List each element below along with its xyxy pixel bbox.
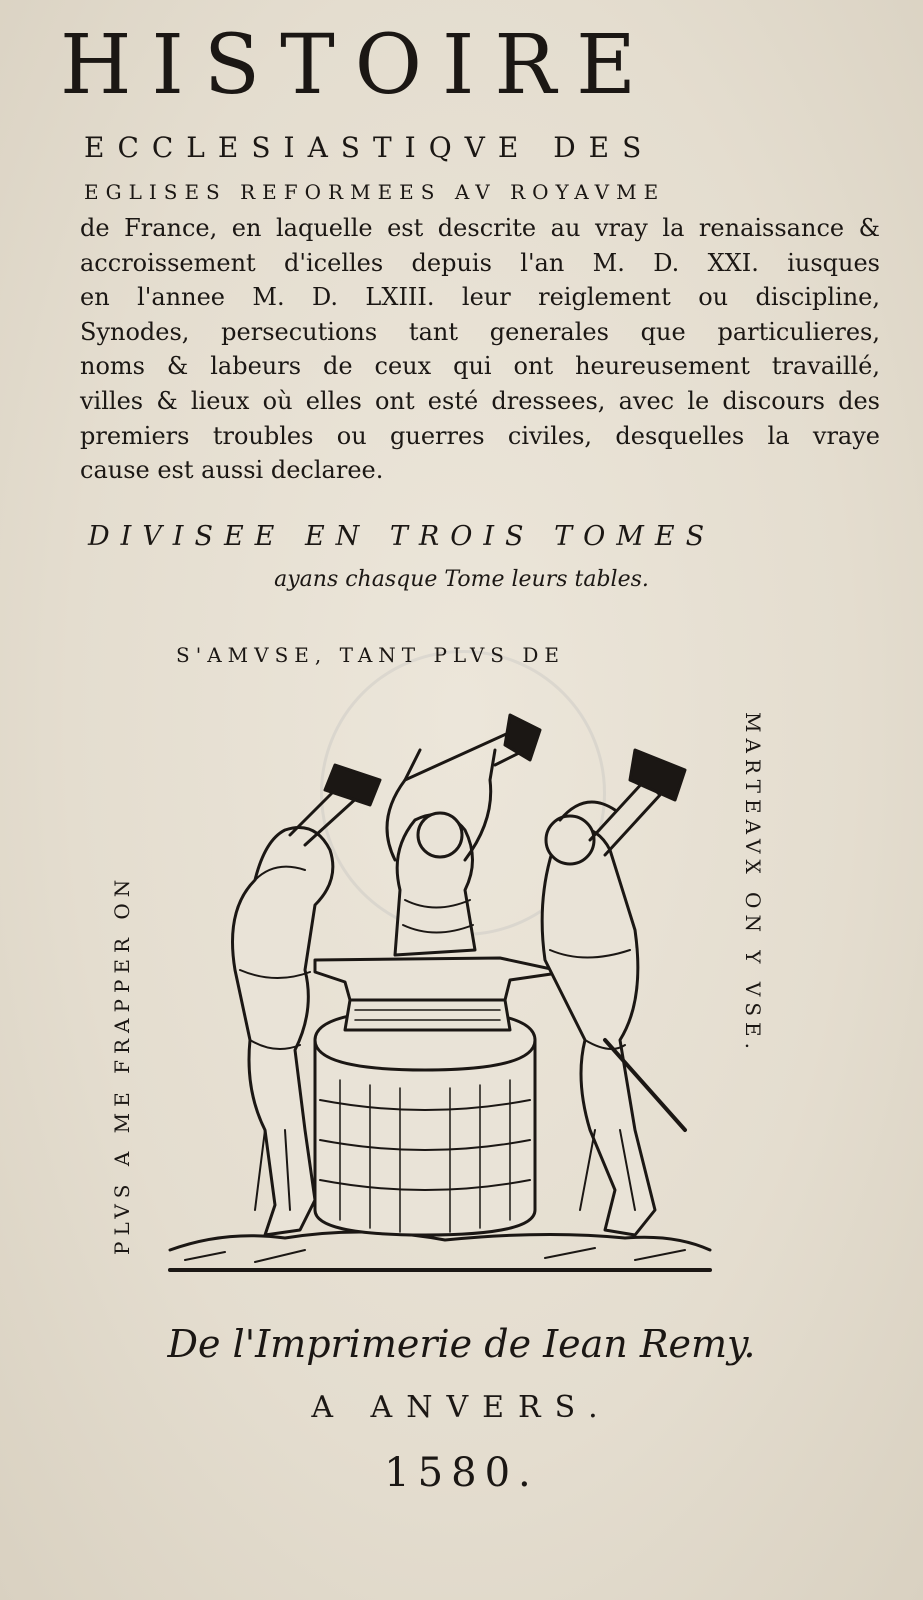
description-line: noms & labeurs de ceux qui ont heureusement travaillé, <box>80 352 880 381</box>
division-note: ayans chasque Tome leurs tables. <box>274 567 649 592</box>
description-line: de France, en laquelle est descrite au vray la renaissance & <box>80 214 880 242</box>
book-title: HISTOIRE <box>60 18 656 113</box>
description-line: en l'annee M. D. LXIII. leur reiglement ou discipline, <box>80 283 880 312</box>
subtitle-line-1: ECCLESIASTIQVE DES <box>84 131 655 164</box>
description-line: villes & lieux où elles ont esté dressees, avec le discours des <box>80 386 880 415</box>
description-line: premiers troubles ou guerres civiles, desquelles la vraye <box>80 421 880 450</box>
description-line: cause est aussi declaree. <box>80 456 384 485</box>
motto-left: PLVS A ME FRAPPER ON <box>110 873 134 1255</box>
description-block <box>80 211 880 488</box>
subtitle-line-2: EGLISES REFORMEES AV ROYAVME <box>84 180 666 204</box>
description-line: Synodes, persecutions tant generales que particulieres, <box>80 317 880 346</box>
publication-year: 1580. <box>384 1450 539 1496</box>
description-line: accroissement d'icelles depuis l'an M. D. XXI. iusques <box>80 248 880 277</box>
motto-top: S'AMVSE, TANT PLVS DE <box>176 643 565 667</box>
printer-line: De l'Imprimerie de Iean Remy. <box>167 1322 756 1366</box>
place-of-publication: A ANVERS. <box>311 1390 612 1425</box>
division-heading: DIVISEE EN TROIS TOMES <box>88 521 716 552</box>
motto-right: MARTEAVX ON Y VSE. <box>741 712 765 1055</box>
anvil-smiths-woodcut-icon <box>165 710 715 1295</box>
